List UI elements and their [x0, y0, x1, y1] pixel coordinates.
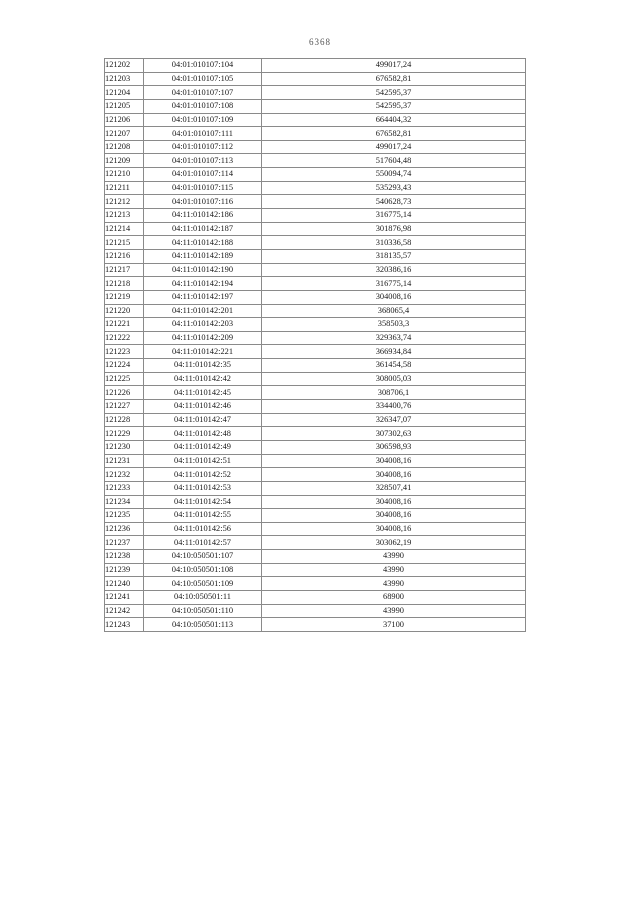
cadastral-number-cell: 04:11:010142:53	[144, 481, 262, 495]
registry-rows	[105, 59, 526, 632]
cadastral-value-cell: 310336,58	[262, 236, 526, 250]
cadastral-value-cell: 328507,41	[262, 481, 526, 495]
cadastral-value-cell: 304008,16	[262, 454, 526, 468]
table-row	[105, 209, 526, 223]
cadastral-value-cell: 301876,98	[262, 222, 526, 236]
cadastral-number-cell: 04:10:050501:11	[144, 590, 262, 604]
table-row	[105, 222, 526, 236]
table-row	[105, 413, 526, 427]
table-row	[105, 372, 526, 386]
table-row	[105, 59, 526, 73]
table-row	[105, 577, 526, 591]
table-row	[105, 440, 526, 454]
table-row	[105, 345, 526, 359]
table-row	[105, 72, 526, 86]
table-row	[105, 427, 526, 441]
table-row	[105, 127, 526, 141]
cadastral-number-cell: 04:11:010142:187	[144, 222, 262, 236]
cadastral-value-cell: 304008,16	[262, 509, 526, 523]
cadastral-number-cell: 04:11:010142:56	[144, 522, 262, 536]
cadastral-value-cell: 499017,24	[262, 59, 526, 73]
table-row	[105, 113, 526, 127]
table-row	[105, 304, 526, 318]
cadastral-number-cell: 04:01:010107:109	[144, 113, 262, 127]
record-number-cell: 121215	[105, 236, 144, 250]
table-row	[105, 140, 526, 154]
cadastral-number-cell: 04:11:010142:52	[144, 468, 262, 482]
cadastral-value-cell: 308706,1	[262, 386, 526, 400]
table-row	[105, 236, 526, 250]
cadastral-value-cell: 308005,03	[262, 372, 526, 386]
cadastral-number-cell: 04:10:050501:109	[144, 577, 262, 591]
table-row	[105, 563, 526, 577]
cadastral-number-cell: 04:11:010142:197	[144, 290, 262, 304]
cadastral-value-cell: 316775,14	[262, 277, 526, 291]
record-number-cell: 121228	[105, 413, 144, 427]
table-row	[105, 386, 526, 400]
record-number-cell: 121223	[105, 345, 144, 359]
cadastral-value-cell: 43990	[262, 563, 526, 577]
cadastral-value-cell: 542595,37	[262, 86, 526, 100]
cadastral-number-cell: 04:11:010142:47	[144, 413, 262, 427]
record-number-cell: 121237	[105, 536, 144, 550]
table-row	[105, 468, 526, 482]
cadastral-value-cell: 676582,81	[262, 72, 526, 86]
cadastral-value-cell: 540628,73	[262, 195, 526, 209]
cadastral-value-cell: 316775,14	[262, 209, 526, 223]
record-number-cell: 121216	[105, 249, 144, 263]
table-row	[105, 331, 526, 345]
cadastral-value-cell: 37100	[262, 618, 526, 632]
cadastral-value-cell: 535293,43	[262, 181, 526, 195]
cadastral-number-cell: 04:11:010142:48	[144, 427, 262, 441]
record-number-cell: 121219	[105, 290, 144, 304]
record-number-cell: 121224	[105, 359, 144, 373]
record-number-cell: 121231	[105, 454, 144, 468]
table-row	[105, 195, 526, 209]
record-number-cell: 121238	[105, 550, 144, 564]
cadastral-value-cell: 358503,3	[262, 318, 526, 332]
cadastral-value-cell: 517604,48	[262, 154, 526, 168]
cadastral-number-cell: 04:11:010142:194	[144, 277, 262, 291]
record-number-cell: 121242	[105, 604, 144, 618]
cadastral-number-cell: 04:01:010107:114	[144, 168, 262, 182]
cadastral-value-cell: 542595,37	[262, 99, 526, 113]
page-number: 6368	[309, 37, 331, 47]
cadastral-number-cell: 04:11:010142:51	[144, 454, 262, 468]
cadastral-value-cell: 304008,16	[262, 522, 526, 536]
cadastral-value-cell: 334400,76	[262, 400, 526, 414]
cadastral-value-cell: 304008,16	[262, 290, 526, 304]
cadastral-number-cell: 04:10:050501:108	[144, 563, 262, 577]
cadastral-number-cell: 04:11:010142:186	[144, 209, 262, 223]
cadastral-value-cell: 318135,57	[262, 249, 526, 263]
table-row	[105, 359, 526, 373]
cadastral-value-cell: 43990	[262, 604, 526, 618]
table-row	[105, 590, 526, 604]
cadastral-value-cell: 43990	[262, 550, 526, 564]
cadastral-value-cell: 361454,58	[262, 359, 526, 373]
cadastral-number-cell: 04:11:010142:54	[144, 495, 262, 509]
table-row	[105, 481, 526, 495]
record-number-cell: 121218	[105, 277, 144, 291]
record-number-cell: 121209	[105, 154, 144, 168]
record-number-cell: 121217	[105, 263, 144, 277]
cadastral-value-cell: 307302,63	[262, 427, 526, 441]
table-row	[105, 509, 526, 523]
cadastral-number-cell: 04:11:010142:209	[144, 331, 262, 345]
cadastral-value-cell: 320386,16	[262, 263, 526, 277]
table-row	[105, 249, 526, 263]
cadastral-number-cell: 04:11:010142:221	[144, 345, 262, 359]
record-number-cell: 121205	[105, 99, 144, 113]
cadastral-number-cell: 04:11:010142:55	[144, 509, 262, 523]
cadastral-number-cell: 04:11:010142:35	[144, 359, 262, 373]
cadastral-value-cell: 304008,16	[262, 495, 526, 509]
cadastral-number-cell: 04:11:010142:203	[144, 318, 262, 332]
record-number-cell: 121203	[105, 72, 144, 86]
table-row	[105, 536, 526, 550]
record-number-cell: 121234	[105, 495, 144, 509]
record-number-cell: 121239	[105, 563, 144, 577]
cadastral-number-cell: 04:10:050501:107	[144, 550, 262, 564]
cadastral-value-cell: 676582,81	[262, 127, 526, 141]
record-number-cell: 121227	[105, 400, 144, 414]
table-row	[105, 618, 526, 632]
record-number-cell: 121240	[105, 577, 144, 591]
cadastral-number-cell: 04:01:010107:116	[144, 195, 262, 209]
cadastral-value-cell: 304008,16	[262, 468, 526, 482]
table-row	[105, 604, 526, 618]
cadastral-number-cell: 04:11:010142:45	[144, 386, 262, 400]
table-row	[105, 318, 526, 332]
record-number-cell: 121211	[105, 181, 144, 195]
cadastral-number-cell: 04:11:010142:42	[144, 372, 262, 386]
cadastral-number-cell: 04:11:010142:57	[144, 536, 262, 550]
record-number-cell: 121207	[105, 127, 144, 141]
record-number-cell: 121241	[105, 590, 144, 604]
cadastral-number-cell: 04:01:010107:105	[144, 72, 262, 86]
cadastral-number-cell: 04:01:010107:115	[144, 181, 262, 195]
cadastral-value-cell: 664404,32	[262, 113, 526, 127]
record-number-cell: 121204	[105, 86, 144, 100]
record-number-cell: 121243	[105, 618, 144, 632]
table-row	[105, 168, 526, 182]
record-number-cell: 121208	[105, 140, 144, 154]
table-row	[105, 400, 526, 414]
table-row	[105, 550, 526, 564]
record-number-cell: 121230	[105, 440, 144, 454]
cadastral-number-cell: 04:01:010107:111	[144, 127, 262, 141]
record-number-cell: 121210	[105, 168, 144, 182]
table-row	[105, 290, 526, 304]
cadastral-number-cell: 04:11:010142:46	[144, 400, 262, 414]
record-number-cell: 121236	[105, 522, 144, 536]
record-number-cell: 121235	[105, 509, 144, 523]
record-number-cell: 121212	[105, 195, 144, 209]
table-row	[105, 263, 526, 277]
record-number-cell: 121202	[105, 59, 144, 73]
cadastral-value-cell: 68900	[262, 590, 526, 604]
registry-table	[104, 58, 526, 632]
record-number-cell: 121233	[105, 481, 144, 495]
cadastral-number-cell: 04:01:010107:104	[144, 59, 262, 73]
table-row	[105, 99, 526, 113]
record-number-cell: 121222	[105, 331, 144, 345]
cadastral-number-cell: 04:01:010107:113	[144, 154, 262, 168]
cadastral-number-cell: 04:11:010142:190	[144, 263, 262, 277]
cadastral-value-cell: 366934,84	[262, 345, 526, 359]
cadastral-number-cell: 04:10:050501:110	[144, 604, 262, 618]
cadastral-value-cell: 43990	[262, 577, 526, 591]
cadastral-number-cell: 04:11:010142:188	[144, 236, 262, 250]
cadastral-number-cell: 04:11:010142:201	[144, 304, 262, 318]
record-number-cell: 121226	[105, 386, 144, 400]
cadastral-value-cell: 499017,24	[262, 140, 526, 154]
cadastral-number-cell: 04:11:010142:189	[144, 249, 262, 263]
table-row	[105, 522, 526, 536]
record-number-cell: 121229	[105, 427, 144, 441]
record-number-cell: 121221	[105, 318, 144, 332]
record-number-cell: 121206	[105, 113, 144, 127]
record-number-cell: 121225	[105, 372, 144, 386]
record-number-cell: 121213	[105, 209, 144, 223]
table-row	[105, 454, 526, 468]
cadastral-value-cell: 368065,4	[262, 304, 526, 318]
cadastral-value-cell: 306598,93	[262, 440, 526, 454]
cadastral-value-cell: 326347,07	[262, 413, 526, 427]
cadastral-number-cell: 04:10:050501:113	[144, 618, 262, 632]
cadastral-value-cell: 329363,74	[262, 331, 526, 345]
cadastral-number-cell: 04:11:010142:49	[144, 440, 262, 454]
record-number-cell: 121220	[105, 304, 144, 318]
record-number-cell: 121232	[105, 468, 144, 482]
cadastral-number-cell: 04:01:010107:112	[144, 140, 262, 154]
table-row	[105, 277, 526, 291]
cadastral-number-cell: 04:01:010107:108	[144, 99, 262, 113]
table-row	[105, 181, 526, 195]
table-row	[105, 86, 526, 100]
table-row	[105, 154, 526, 168]
cadastral-value-cell: 303062,19	[262, 536, 526, 550]
cadastral-number-cell: 04:01:010107:107	[144, 86, 262, 100]
table-row	[105, 495, 526, 509]
cadastral-value-cell: 550094,74	[262, 168, 526, 182]
record-number-cell: 121214	[105, 222, 144, 236]
